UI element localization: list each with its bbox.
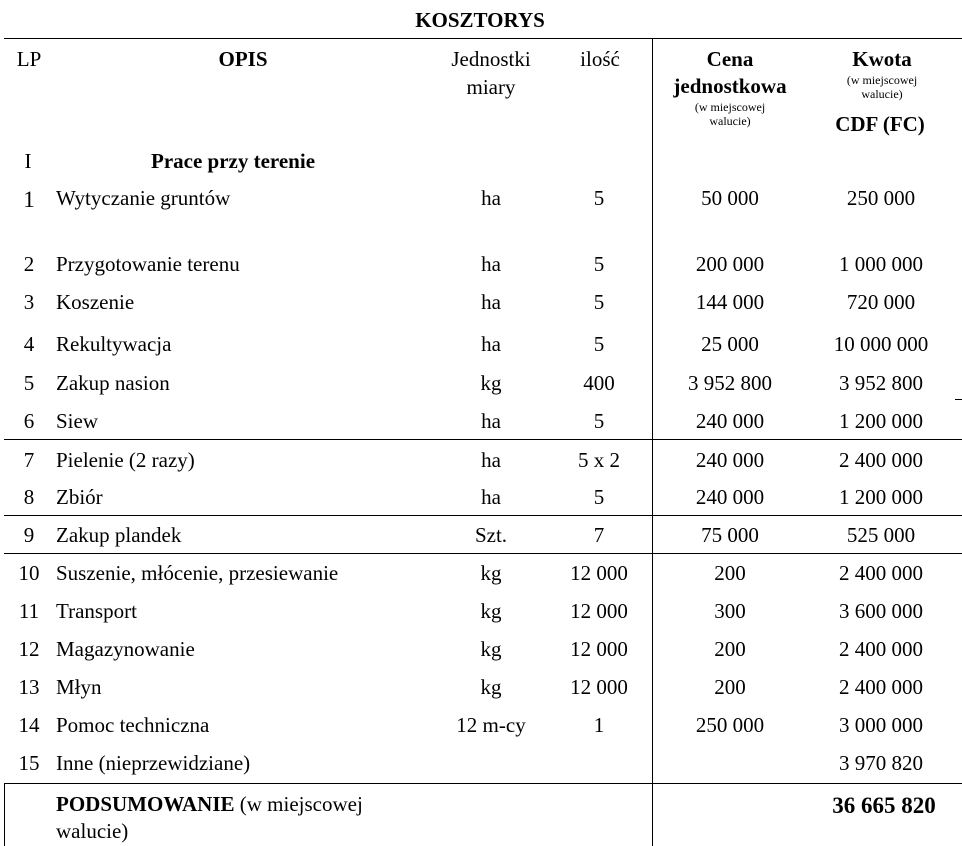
- header-amount-currency: CDF (FC): [835, 112, 925, 136]
- row-description: Koszenie: [56, 290, 135, 314]
- row-unit-price: 3 952 800: [688, 371, 772, 395]
- row-amount: 3 000 000: [839, 713, 923, 737]
- row-description: Magazynowanie: [56, 637, 195, 661]
- row-amount: 2 400 000: [839, 637, 923, 661]
- summary-total: 36 665 820: [832, 793, 936, 818]
- table-top-border: [4, 38, 962, 39]
- row-lp: 10: [18, 561, 40, 585]
- row-amount: 720 000: [846, 290, 916, 314]
- row-unit-price: 75 000: [701, 523, 759, 547]
- header-qty: ilość: [580, 47, 620, 71]
- row-description: Transport: [56, 599, 137, 623]
- row-unit: ha: [481, 448, 501, 472]
- header-price-note: (w miejscowej walucie): [694, 100, 766, 128]
- row-lp: 9: [23, 523, 35, 547]
- row-unit: kg: [480, 599, 502, 623]
- row-lp: 6: [23, 409, 35, 433]
- summary-left-border: [4, 783, 5, 846]
- summary-label-bold: PODSUMOWANIE: [56, 792, 235, 816]
- row-unit-price: 200: [714, 675, 746, 699]
- row-amount: 10 000 000: [833, 332, 929, 356]
- row-unit-price: 250 000: [695, 713, 765, 737]
- header-lp: LP: [16, 47, 42, 71]
- row-lp: 4: [23, 332, 35, 356]
- row-description: Wytyczanie gruntów: [56, 186, 231, 210]
- row-quantity: 5: [593, 290, 605, 314]
- row-unit: kg: [480, 637, 502, 661]
- row-unit: Szt.: [474, 523, 508, 547]
- row-quantity: 5: [593, 409, 605, 433]
- row-unit-price: 240 000: [695, 448, 765, 472]
- summary-label-line2: walucie): [56, 819, 129, 843]
- row-description: Suszenie, młócenie, przesiewanie: [56, 561, 339, 585]
- row-unit-price: 200: [714, 561, 746, 585]
- row-quantity: 400: [583, 371, 615, 395]
- row-unit: ha: [481, 485, 501, 509]
- row-quantity: 12 000: [570, 637, 628, 661]
- row-description: Zakup nasion: [56, 371, 170, 395]
- row-description: Przygotowanie terenu: [56, 252, 240, 276]
- row-amount: 2 400 000: [839, 561, 923, 585]
- header-units-line1: Jednostki: [451, 47, 531, 71]
- row-lp: 3: [23, 290, 35, 314]
- row-quantity: 5: [593, 252, 605, 276]
- row-amount: 3 970 820: [839, 751, 923, 775]
- header-opis: OPIS: [218, 47, 268, 71]
- row-quantity: 1: [593, 713, 605, 737]
- row-lp: 12: [18, 637, 40, 661]
- row-unit: 12 m-cy: [456, 713, 526, 737]
- row-amount: 1 200 000: [839, 485, 923, 509]
- row-description: Pielenie (2 razy): [56, 448, 195, 472]
- row-divider-6-7: [4, 439, 962, 440]
- row-unit-price: 240 000: [695, 485, 765, 509]
- row-lp: 1: [23, 187, 35, 212]
- row-quantity: 7: [593, 523, 605, 547]
- row-unit-price: 144 000: [695, 290, 765, 314]
- row-quantity: 5 x 2: [578, 448, 620, 472]
- row-amount: 1 200 000: [839, 409, 923, 433]
- header-units-line2: miary: [466, 75, 516, 99]
- row-amount: 3 600 000: [839, 599, 923, 623]
- row-amount: 2 400 000: [839, 675, 923, 699]
- row-lp: 14: [18, 713, 40, 737]
- row-amount: 525 000: [846, 523, 916, 547]
- row-unit-price: 240 000: [695, 409, 765, 433]
- header-amount-line1: Kwota: [852, 47, 912, 71]
- header-price-line1: Cena: [706, 47, 754, 71]
- row-description: Młyn: [56, 675, 102, 699]
- row-unit: kg: [480, 561, 502, 585]
- row-unit-price: 200 000: [695, 252, 765, 276]
- row-unit: ha: [481, 252, 501, 276]
- column-divider: [652, 38, 653, 846]
- row-unit: ha: [481, 409, 501, 433]
- row-description: Siew: [56, 409, 98, 433]
- row-lp: 15: [18, 751, 40, 775]
- row-lp: 7: [23, 448, 35, 472]
- row-quantity: 5: [593, 332, 605, 356]
- row-unit-price: 25 000: [701, 332, 759, 356]
- section-lp: I: [24, 149, 32, 173]
- row-description: Pomoc techniczna: [56, 713, 210, 737]
- summary-label: [56, 794, 363, 815]
- row-unit: kg: [480, 675, 502, 699]
- row-divider-9-10: [4, 553, 962, 554]
- row-quantity: 5: [593, 186, 605, 210]
- row-quantity: 5: [593, 485, 605, 509]
- document-title: KOSZTORYS: [415, 8, 545, 32]
- row-unit: ha: [481, 290, 501, 314]
- row-description: Zakup plandek: [56, 523, 182, 547]
- row-divider-8-9: [4, 515, 962, 516]
- row-description: Rekultywacja: [56, 332, 172, 356]
- summary-divider: [4, 783, 962, 784]
- row-unit-price: 50 000: [701, 186, 759, 210]
- margin-tick-mark: [955, 399, 962, 400]
- row-quantity: 12 000: [570, 561, 628, 585]
- section-title: Prace przy terenie: [151, 149, 316, 173]
- row-amount: 2 400 000: [839, 448, 923, 472]
- row-quantity: 12 000: [570, 599, 628, 623]
- row-quantity: 12 000: [570, 675, 628, 699]
- summary-label-rest: (w miejscowej: [234, 792, 363, 816]
- row-unit: ha: [481, 332, 501, 356]
- row-description: Zbiór: [56, 485, 103, 509]
- header-amount-note: (w miejscowej walucie): [846, 73, 918, 101]
- row-amount: 3 952 800: [839, 371, 923, 395]
- header-price-line2: jednostkowa: [673, 74, 787, 98]
- row-description: Inne (nieprzewidziane): [56, 751, 251, 775]
- row-amount: 1 000 000: [839, 252, 923, 276]
- row-lp: 2: [23, 252, 35, 276]
- row-unit-price: 200: [714, 637, 746, 661]
- row-unit-price: 300: [714, 599, 746, 623]
- row-unit: kg: [480, 371, 502, 395]
- row-lp: 5: [23, 371, 35, 395]
- row-lp: 8: [23, 485, 35, 509]
- row-amount: 250 000: [846, 186, 916, 210]
- row-unit: ha: [481, 186, 501, 210]
- row-lp: 13: [18, 675, 40, 699]
- row-lp: 11: [18, 599, 40, 623]
